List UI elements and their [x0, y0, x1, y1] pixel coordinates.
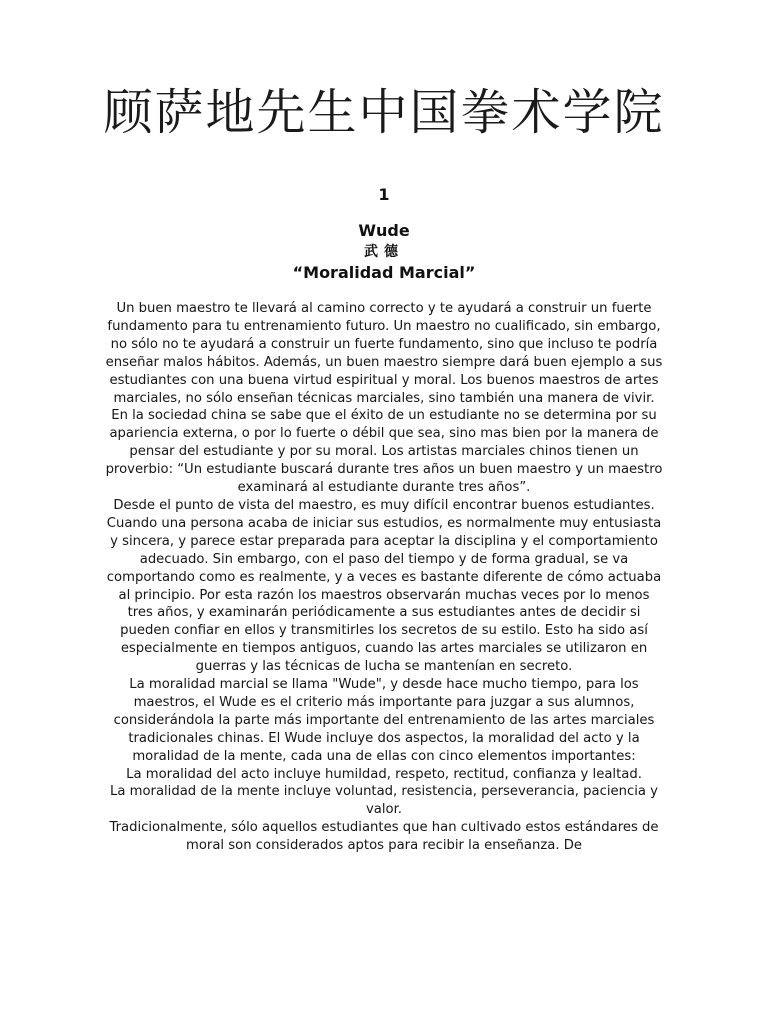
paragraph: La moralidad de la mente incluye voluntad, resistencia, perseverancia, paciencia y valor.	[109, 784, 658, 818]
paragraph: Un buen maestro te llevará al camino correcto y te ayudará a construir un fuerte fundamento para tu entrenamiento futuro. Un maestro no cualificado, sin embargo, no sólo no te ayudará a construir un fuerte fundamento, sino que incluso te podría enseñar malos hábitos. Además, un buen maestro siempre dará buen ejemplo a sus estudiantes con una buena virtud espiritual y moral. Los buenos maestros de artes marciales, no sólo enseñan técnicas marciales, sino también una manera de vivir.	[105, 301, 663, 406]
body-text	[104, 300, 664, 855]
chapter-chinese-title: 武德	[364, 244, 404, 260]
chapter-title: Wude	[358, 221, 410, 240]
paragraph: Desde el punto de vista del maestro, es muy difícil encontrar buenos estudiantes. Cuando una persona acaba de iniciar sus estudios, es normalmente muy entusiasta y sincera, y parece estar preparada para aceptar la disciplina y el comportamiento adecuado. Sin embargo, con el paso del tiempo y de forma gradual, se va comportando como es realmente, y a veces es bastante diferente de cómo actuaba al principio. Por esta razón los maestros observarán muchas veces por lo menos tres años, y examinarán periódicamente a sus estudiantes antes de decidir si pueden confiar en ellos y transmitirles los secretos de su estilo. Esto ha sido así especialmente en tiempos antiguos, cuando las artes marciales se utilizaron en guerras y las técnicas de lucha se mantenían en secreto.	[106, 497, 662, 675]
chapter-subtitle: “Moralidad Marcial”	[292, 263, 476, 282]
paragraph: Tradicionalmente, sólo aquellos estudiantes que han cultivado estos estándares de moral son considerados aptos para recibir la enseñanza. De	[109, 820, 659, 854]
paragraph: En la sociedad china se sabe que el éxito de un estudiante no se determina por su apariencia externa, o por lo fuerte o débil que sea, sino mas bien por la manera de pensar del estudiante y por su moral. Los artistas marciales chinos tienen un proverbio: “Un estudiante buscará durante tres años un buen maestro y un maestro examinará al estudiante durante tres años”.	[105, 408, 663, 496]
paragraph: La moralidad marcial se llama "Wude", y desde hace mucho tiempo, para los maestros, el Wude es el criterio más importante para juzgar a sus alumnos, considerándola la parte más importante del entrenamiento de las artes marciales tradicionales chinas. El Wude incluye dos aspectos, la moralidad del acto y la moralidad de la mente, cada una de ellas con cinco elementos importantes:	[113, 677, 655, 764]
paragraph: La moralidad del acto incluye humildad, respeto, rectitud, confianza y lealtad.	[126, 766, 642, 782]
school-title: 顾萨地先生中国拳术学院	[103, 84, 665, 141]
chapter-number: 1	[378, 185, 390, 204]
